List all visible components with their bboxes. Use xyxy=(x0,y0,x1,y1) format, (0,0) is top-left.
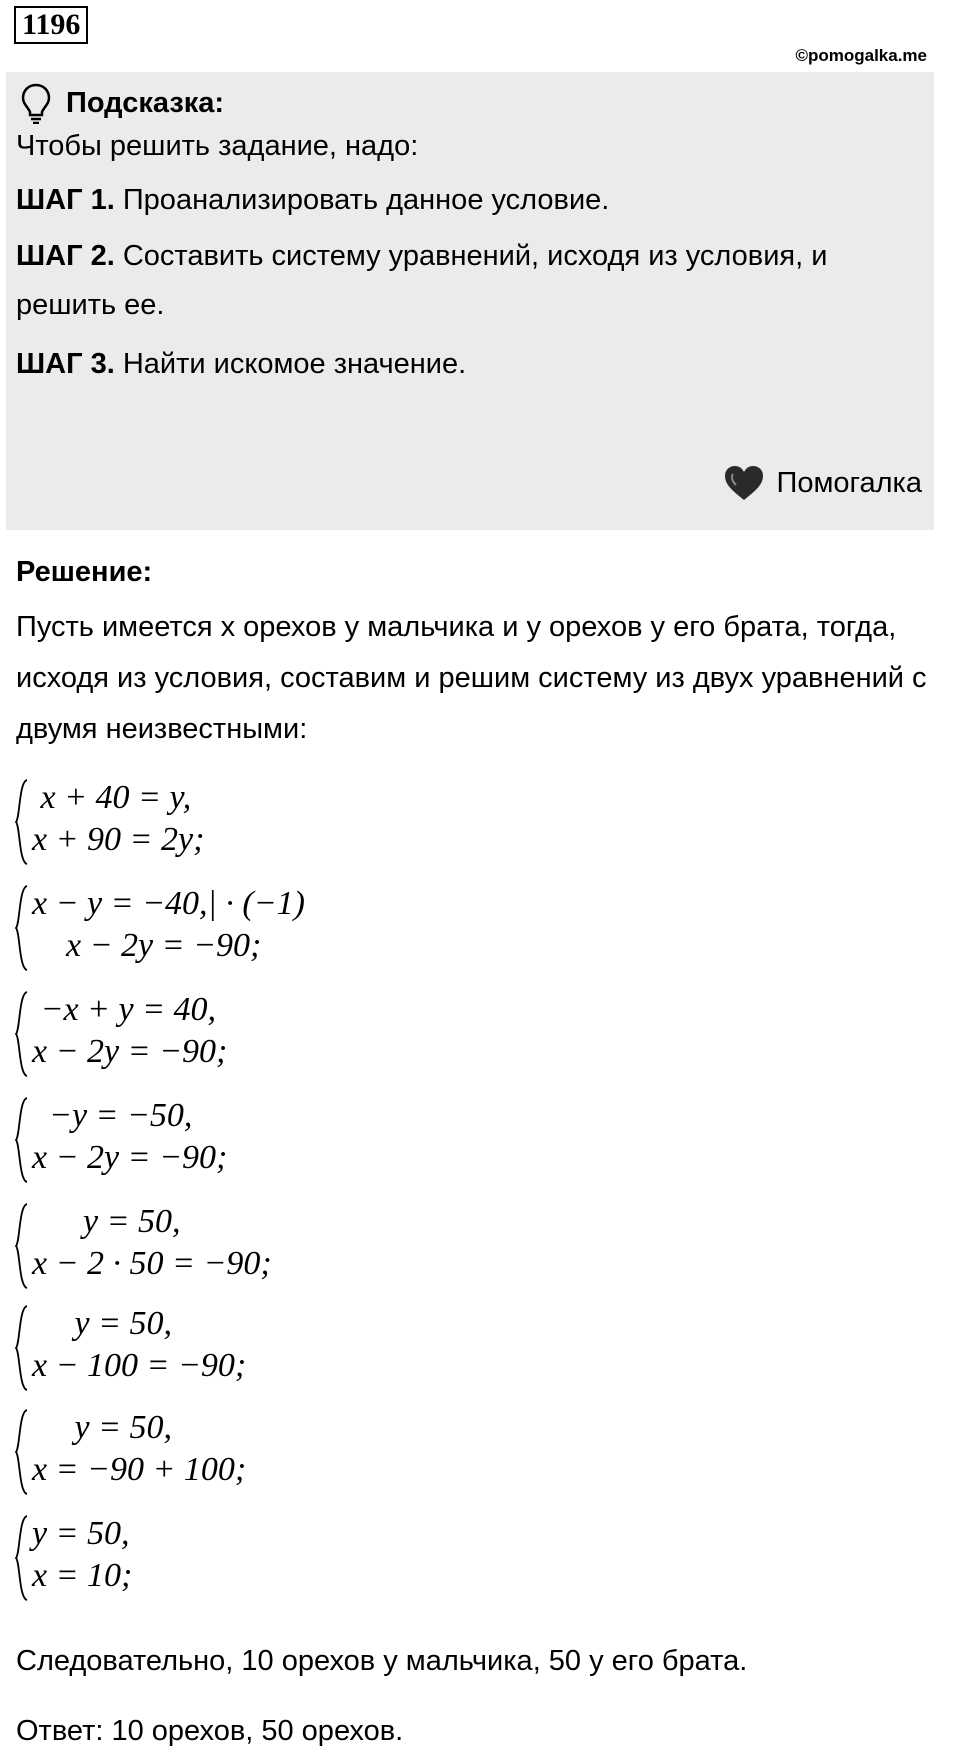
equation-line: y = 50, xyxy=(32,1203,181,1240)
conclusion: Следовательно, 10 орехов у мальчика, 50 у его брата. xyxy=(16,1645,748,1677)
brand-name: Помогалка xyxy=(776,466,922,499)
equation-line: y = 50, xyxy=(32,1409,173,1446)
brace-icon xyxy=(14,1096,30,1184)
step-text: Проанализировать данное условие. xyxy=(114,184,610,216)
lightbulb-icon xyxy=(20,82,52,124)
watermark: ©pomogalka.me xyxy=(795,46,927,65)
equation-line: x − y = −40,| · (−1) xyxy=(32,885,305,922)
equation-line: x − 2y = −90; xyxy=(32,1033,228,1070)
brace-icon xyxy=(14,884,30,972)
hint-title: Подсказка: xyxy=(66,86,225,119)
hint-step-2 xyxy=(16,232,931,330)
hint-header xyxy=(20,82,224,124)
equation-line: x + 40 = y, xyxy=(32,779,192,816)
answer: Ответ: 10 орехов, 50 орехов. xyxy=(16,1715,404,1747)
solution-intro: Пусть имеется х орехов у мальчика и у орехов у его брата, тогда, исходя из условия, составим и решим систему из двух уравнений с двумя неизвестными: xyxy=(16,611,927,745)
hint-box xyxy=(6,72,934,530)
brace-icon xyxy=(14,1514,30,1602)
equation-line: x = −90 + 100; xyxy=(32,1451,247,1488)
brace-icon xyxy=(14,1202,30,1290)
equation-line: −y = −50, xyxy=(32,1097,193,1134)
hint-step-3 xyxy=(16,340,931,389)
step-label: ШАГ 2. xyxy=(16,240,115,272)
step-text: Найти искомое значение. xyxy=(114,348,467,380)
equation-line: x − 2y = −90; xyxy=(32,927,262,964)
equation-line: y = 50, xyxy=(32,1305,173,1342)
brace-icon xyxy=(14,778,30,866)
step-label: ШАГ 3. xyxy=(16,348,115,380)
task-number: 1196 xyxy=(14,6,88,44)
equation-line: x − 2y = −90; xyxy=(32,1139,228,1176)
brace-icon xyxy=(14,1408,30,1496)
step-text: Составить систему уравнений, исходя из условия, и решить ее. xyxy=(16,240,828,321)
solution-title: Решение: xyxy=(16,556,153,588)
step-label: ШАГ 1. xyxy=(16,184,115,216)
heart-icon xyxy=(723,464,765,502)
equation-line: −x + y = 40, xyxy=(32,991,217,1028)
equation-line: x + 90 = 2y; xyxy=(32,821,205,858)
equation-line: x = 10; xyxy=(32,1557,133,1594)
brace-icon xyxy=(14,990,30,1078)
equation-line: y = 50, xyxy=(32,1515,130,1552)
equation-line: x − 2 · 50 = −90; xyxy=(32,1245,272,1282)
hint-intro: Чтобы решить задание, надо: xyxy=(16,130,419,162)
brace-icon xyxy=(14,1304,30,1392)
brand xyxy=(723,464,922,502)
equation-line: x − 100 = −90; xyxy=(32,1347,247,1384)
hint-step-1 xyxy=(16,176,931,225)
